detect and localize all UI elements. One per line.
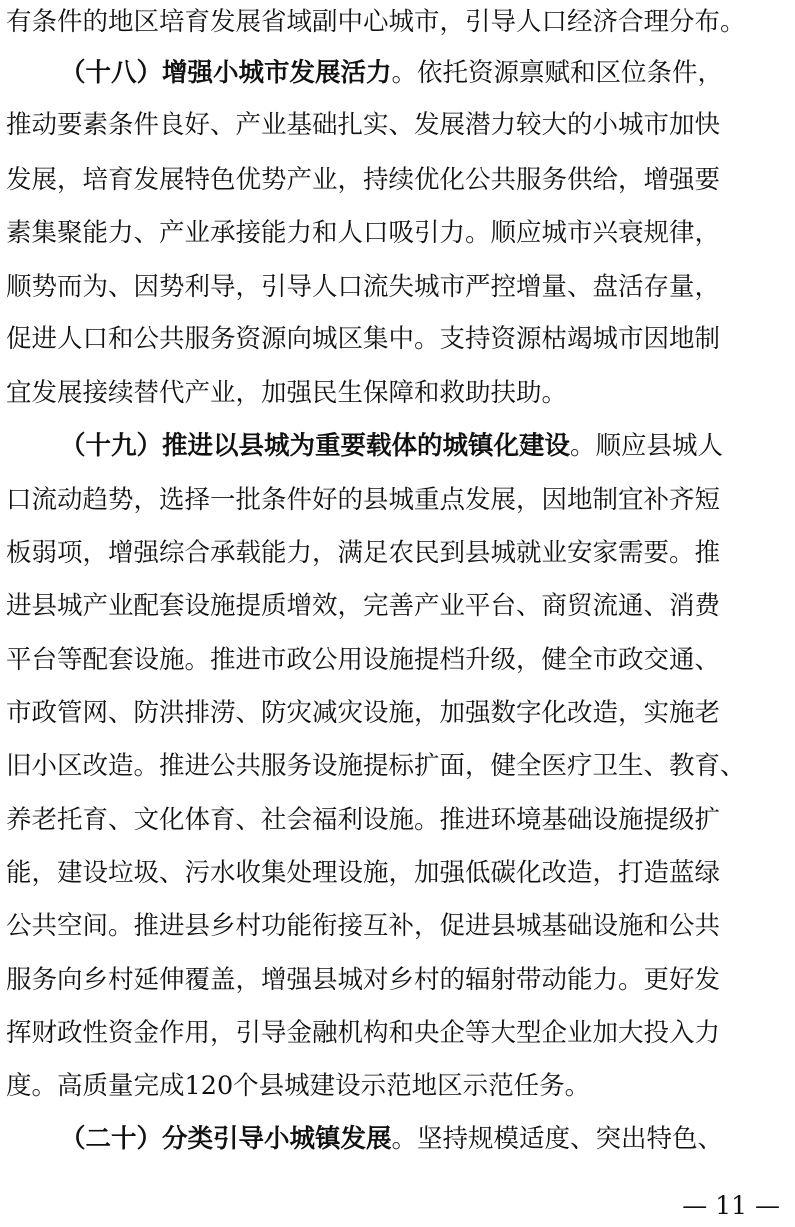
text-line	[6, 900, 789, 952]
line-text: 旧小区改造。推进公共服务设施提标扩面，健全医疗卫生、教育、	[6, 751, 746, 781]
text-line	[6, 580, 789, 632]
text-line	[6, 634, 789, 686]
line-text: 素集聚能力、产业承接能力和人口吸引力。顺应城市兴衰规律，	[6, 218, 721, 248]
text-line	[6, 0, 789, 48]
text-line	[6, 527, 789, 579]
line-text: 。顺应县城人	[570, 431, 724, 461]
line-text: 平台等配套设施。推进市政公用设施提档升级，健全市政交通、	[6, 645, 721, 675]
line-text: 服务向乡村延伸覆盖，增强县城对乡村的辐射带动能力。更好发	[6, 965, 721, 995]
section-heading: （十九）推进以县城为重要载体的城镇化建设	[60, 431, 571, 461]
text-line	[6, 740, 789, 792]
section-heading: （十八）增强小城市发展活力	[60, 58, 392, 88]
text-line	[6, 794, 789, 846]
line-text: 板弱项，增强综合承载能力，满足农民到县城就业安家需要。推	[6, 538, 721, 568]
text-line	[6, 99, 789, 151]
text-line	[6, 367, 789, 419]
text-line	[6, 954, 789, 1006]
line-text: 推动要素条件良好、产业基础扎实、发展潜力较大的小城市加快	[6, 110, 721, 140]
line-text: 宜发展接续替代产业，加强民生保障和救助扶助。	[6, 378, 568, 408]
text-line	[6, 207, 789, 259]
line-text: 顺势而为、因势利导，引导人口流失城市严控增量、盘活存量，	[6, 272, 721, 302]
line-text: 度。高质量完成120个县城建设示范地区示范任务。	[6, 1071, 591, 1101]
line-text: 促进人口和公共服务资源向城区集中。支持资源枯竭城市因地制	[6, 324, 721, 354]
line-text: 养老托育、文化体育、社会福利设施。推进环境基础设施提级扩	[6, 805, 721, 835]
line-text: 能，建设垃圾、污水收集处理设施，加强低碳化改造，打造蓝绿	[6, 858, 721, 888]
section-heading: （二十）分类引导小城镇发展	[60, 1124, 392, 1154]
text-line	[60, 1113, 789, 1165]
text-line	[60, 420, 789, 472]
text-line	[6, 1007, 789, 1059]
line-text: 有条件的地区培育发展省域副中心城市，引导人口经济合理分布。	[6, 7, 746, 37]
text-line	[6, 474, 789, 526]
line-text: 市政管网、防洪排涝、防灾减灾设施，加强数字化改造，实施老	[6, 698, 721, 728]
line-text: 发展，培育发展特色优势产业，持续优化公共服务供给，增强要	[6, 165, 721, 195]
line-text: 口流动趋势，选择一批条件好的县城重点发展，因地制宜补齐短	[6, 485, 721, 515]
text-line	[6, 847, 789, 899]
page-number: — 11 —	[682, 1191, 780, 1220]
line-text: 进县城产业配套设施提质增效，完善产业平台、商贸流通、消费	[6, 591, 721, 621]
text-line	[60, 47, 789, 99]
line-text: 公共空间。推进县乡村功能衔接互补，促进县城基础设施和公共	[6, 911, 721, 941]
text-line	[6, 261, 789, 313]
line-text: 挥财政性资金作用，引导金融机构和央企等大型企业加大投入力	[6, 1018, 721, 1048]
line-text: 。依托资源禀赋和区位条件，	[391, 58, 724, 88]
text-line	[6, 1060, 789, 1112]
text-line	[6, 154, 789, 206]
line-text: 。坚持规模适度、突出特色、	[391, 1124, 724, 1154]
text-line	[6, 687, 789, 739]
text-line	[6, 313, 789, 365]
